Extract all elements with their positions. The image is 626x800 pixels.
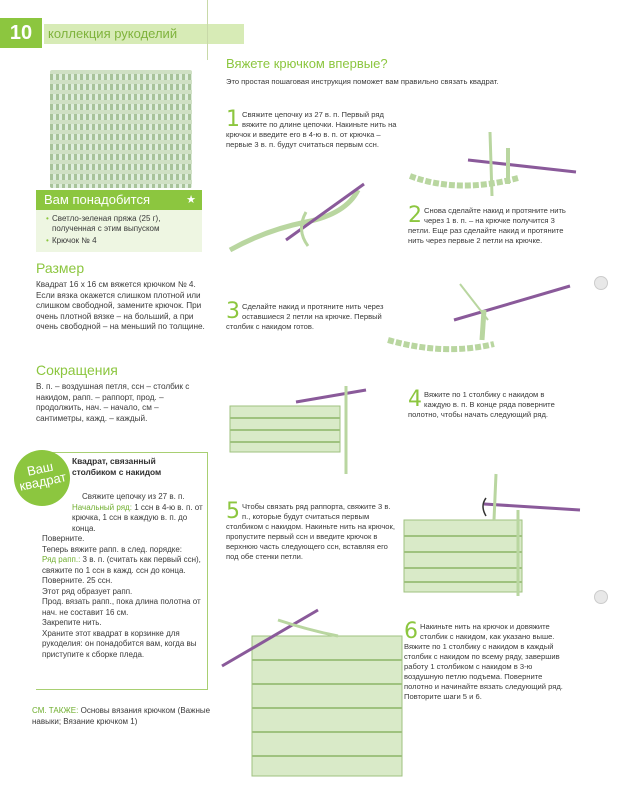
- step-text: Снова сделайте накид и протяните нить через 1 в. п. – на крючке получится 3 петли. Еще раз сделайте накид и протяните нить через первые 2 петли на крючке.: [408, 206, 566, 245]
- materials-item: • Крючок № 4: [46, 236, 196, 246]
- step-text: Сделайте накид и протяните нить через оставшиеся 2 петли на крючке. Первый столбик с накидом готов.: [226, 302, 384, 331]
- step-3: [226, 299, 396, 332]
- binder-hole: [594, 590, 608, 604]
- step-1: [226, 107, 406, 150]
- step-number: 5: [226, 499, 240, 524]
- pattern-fasten: Закрепите нить.: [42, 618, 102, 627]
- pattern-now: Теперь вяжите рапп. в след. порядке:: [42, 544, 183, 554]
- step-2: [408, 203, 568, 246]
- size-title: Размер: [36, 260, 85, 276]
- step-text: Чтобы связать ряд раппорта, свяжите 3 в. п., которые будут считаться первым столбиком с накидом. Накиньте нить на крючок, пропустите первый ссн и введите крючок в верхнюю часть следующего ссн, вставляя его под обе стенки петли.: [226, 502, 395, 561]
- see-also-label: СМ. ТАКЖЕ:: [32, 706, 79, 715]
- divider-line: [207, 0, 208, 60]
- swatch-row: [50, 154, 192, 160]
- materials-title: Вам понадобится: [44, 192, 150, 207]
- swatch-row: [50, 74, 192, 80]
- swatch-row: [50, 174, 192, 180]
- pattern-instructions: [42, 492, 204, 660]
- swatch-row: [50, 134, 192, 140]
- swatch-row: [50, 104, 192, 110]
- swatch-row: [50, 84, 192, 90]
- step-number: 6: [404, 619, 418, 644]
- step-text: Свяжите цепочку из 27 в. п. Первый ряд вяжите по длине цепочки. Накиньте нить на крючок и введите его в 4-ю в. п. от крючка – первые 3 в. п. будут считаться первым ссн.: [226, 110, 397, 149]
- abbr-text: В. п. – воздушная петля, ссн – столбик с накидом, рапп. – раппорт, прод. – продолжить, нач. – начало, см – сантиметры, кажд. – каждый.: [36, 382, 190, 423]
- pattern-continue: Прод. вязать рапп., пока длина полотна от нач. не составит 16 см.: [42, 597, 201, 617]
- step-1-illustration: [226, 180, 366, 260]
- row1-label: Начальный ряд:: [72, 502, 132, 512]
- step-4-illustration: [226, 384, 396, 480]
- swatch-row: [50, 144, 192, 150]
- step-6: [404, 619, 572, 702]
- step-text: Вяжите по 1 столбику с накидом в каждую в. п. В конце ряда поверните полотно, чтобы начать следующий ряд.: [408, 390, 555, 419]
- materials-box: [36, 190, 202, 252]
- pattern-keep: Храните этот квадрат в корзинке для рукоделия: он понадобится вам, когда вы приступите к сборке пледа.: [42, 628, 197, 659]
- materials-list: [36, 210, 202, 252]
- abbr-title: Сокращения: [36, 362, 118, 378]
- main-title: Вяжете крючком впервые?: [226, 56, 388, 71]
- step-number: 2: [408, 203, 422, 228]
- star-icon: ★: [186, 194, 196, 206]
- step-3-illustration: [384, 280, 574, 360]
- step-number: 4: [408, 387, 422, 412]
- main-subtitle: Это простая пошаговая инструкция поможет вам правильно связать квадрат.: [226, 77, 499, 86]
- swatch-row: [50, 184, 192, 188]
- materials-header: [36, 190, 202, 210]
- swatch-image: [50, 70, 192, 188]
- size-text: Квадрат 16 х 16 см вяжется крючком № 4. Если вязка окажется слишком плотной или слишком свободной, замените крючок. При очень плотной вязке – на больший, а при очень свободной – на меньший по толщине.: [36, 280, 205, 332]
- series-title: коллекция рукоделий: [48, 26, 178, 41]
- step-4: [408, 387, 568, 420]
- step-number: 1: [226, 107, 240, 132]
- step-5-illustration: [400, 470, 584, 598]
- binder-hole: [594, 276, 608, 290]
- step-6-illustration: [218, 606, 408, 782]
- page-number: 10: [0, 18, 42, 48]
- row1-text: 1 ссн в 4-ю в. п. от крючка, 1 ссн в каждую в. п. до конца.: [72, 502, 203, 533]
- pattern-title: Квадрат, связанный столбиком с накидом: [72, 456, 162, 477]
- swatch-row: [50, 114, 192, 120]
- rapp-label: Ряд рапп.:: [42, 555, 81, 564]
- pattern-turn: Поверните.: [42, 534, 85, 543]
- square-badge: Ваш квадрат: [9, 445, 75, 511]
- step-text: Накиньте нить на крючок и довяжите столбик с накидом, как указано выше. Вяжите по 1 столбику с накидом в каждый столбик с накидом по всему ряду, завершив работу 1 столбиком с накидом в 3-ю воздушную петлю подъема. Поверните полотно и начинайте вязать следующий ряд. Повторите шаги 5 и 6.: [404, 622, 563, 701]
- step-5: [226, 499, 396, 562]
- step-2-illustration: [408, 128, 578, 198]
- see-also: [32, 706, 212, 727]
- swatch-row: [50, 94, 192, 100]
- rapp-text: 3 в. п. (считать как первый ссн), свяжите по 1 ссн в кажд. ссн до конца. Поверните. 25 ссн.: [42, 555, 201, 585]
- swatch-row: [50, 124, 192, 130]
- materials-item: • Светло-зеленая пряжа (25 г), полученная с этим выпуском: [46, 214, 196, 234]
- pattern-forms: Этот ряд образует рапп.: [42, 586, 133, 596]
- swatch-row: [50, 164, 192, 170]
- pattern-chain: Свяжите цепочку из 27 в. п.: [82, 492, 185, 501]
- see-also-text: Основы вязания крючком (Важные навыки; Вязание крючком 1): [32, 706, 211, 726]
- step-number: 3: [226, 299, 240, 324]
